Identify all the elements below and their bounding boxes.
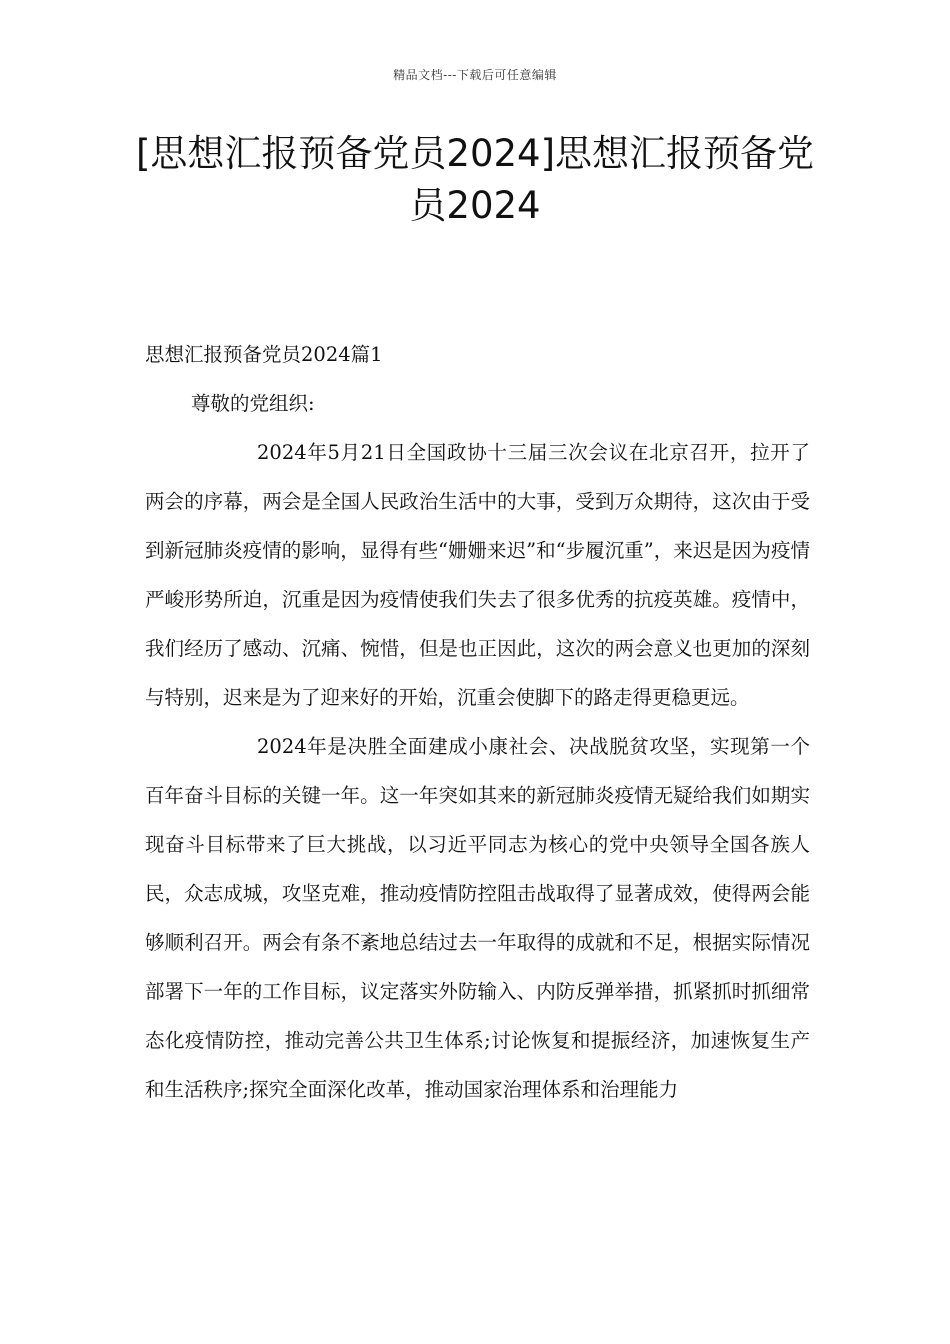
salutation: 尊敬的党组织: <box>191 392 315 415</box>
section-heading: 思想汇报预备党员2024篇1 <box>145 343 383 366</box>
body-paragraph: 2024年5月21日全国政协十三届三次会议在北京召开，拉开了两会的序幕，两会是全国人民政治生活中的大事，受到万众期待，这次由于受到新冠肺炎疫情的影响，显得有些“姗姗来迟”和“步履沉重”，来迟是因为疫情严峻形势所迫，沉重是因为疫情使我们失去了很多优秀的抗疫英雄。疫情中，我们经历了感动、沉痛、惋惜，但是也正因此，这次的两会意义也更加的深刻与特别，迟来是为了迎来好的开始，沉重会使脚下的路走得更稳更远。 <box>145 441 810 709</box>
body-paragraph: 2024年是决胜全面建成小康社会、决战脱贫攻坚，实现第一个百年奋斗目标的关键一年。这一年突如其来的新冠肺炎疫情无疑给我们如期实现奋斗目标带来了巨大挑战，以习近平同志为核心的党中央领导全国各族人民，众志成城，攻坚克难，推动疫情防控阻击战取得了显著成效，使得两会能够顺利召开。两会有条不紊地总结过去一年取得的成就和不足，根据实际情况部署下一年的工作目标，议定落实外防输入、内防反弹举措，抓紧抓时抓细常态化疫情防控，推动完善公共卫生体系;讨论恢复和提振经济，加速恢复生产和生活秩序;探究全面深化改革，推动国家治理体系和治理能力 <box>145 735 810 1101</box>
header-note: 精品文档---下载后可任意编辑 <box>393 68 557 82</box>
document-title: [思想汇报预备党员2024]思想汇报预备党员2024 <box>135 132 815 227</box>
document-body <box>145 330 810 1114</box>
